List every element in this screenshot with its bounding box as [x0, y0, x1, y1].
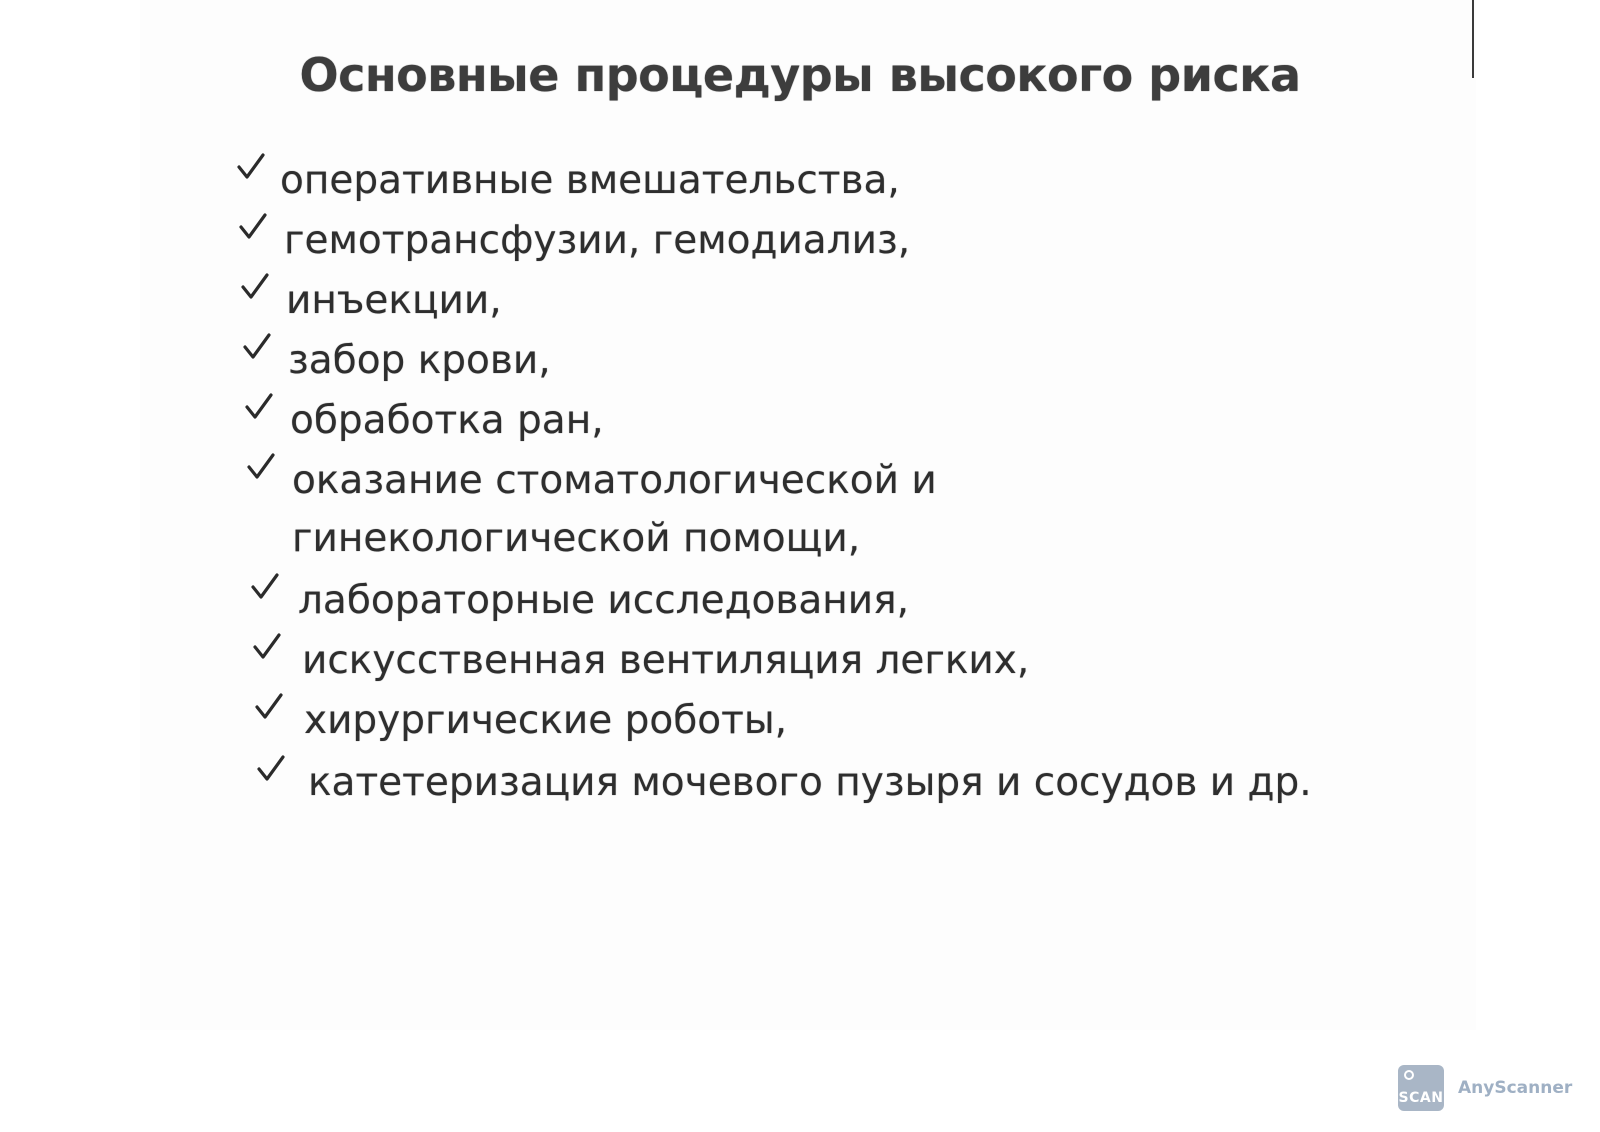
checkmark-icon	[244, 392, 274, 422]
list-item-text: катетеризация мочевого пузыря и сосудов и др.	[308, 760, 1312, 805]
checkmark-icon	[246, 452, 276, 482]
checkmark-icon	[242, 332, 272, 362]
list-item-text: лабораторные исследования,	[298, 578, 909, 623]
watermark-name: AnyScanner	[1458, 1078, 1573, 1098]
logo-dot	[1404, 1070, 1414, 1080]
checkmark-icon	[250, 572, 280, 602]
scan-logo-icon	[1398, 1065, 1444, 1111]
checkmark-icon	[240, 272, 270, 302]
list-item-text: гемотрансфузии, гемодиализ,	[284, 218, 911, 263]
list-item-text: обработка ран,	[290, 398, 604, 443]
checkmark-icon	[256, 754, 286, 784]
list-item-text: оказание стоматологической и гинекологической помощи,	[292, 458, 937, 561]
list-item-text: забор крови,	[288, 338, 551, 383]
logo-text: SCAN	[1398, 1090, 1444, 1106]
list-item-text: инъекции,	[286, 278, 502, 323]
checkmark-icon	[252, 632, 282, 662]
checkmark-icon	[254, 692, 284, 722]
list-item-text: хирургические роботы,	[304, 698, 788, 743]
app-watermark	[1398, 1064, 1572, 1112]
checkmark-icon	[236, 152, 266, 182]
checkmark-icon	[238, 212, 268, 242]
list-item-text: оперативные вмешательства,	[280, 158, 900, 203]
list-item-text: искусственная вентиляция легких,	[302, 638, 1030, 683]
slide-title: Основные процедуры высокого риска	[299, 48, 1301, 102]
